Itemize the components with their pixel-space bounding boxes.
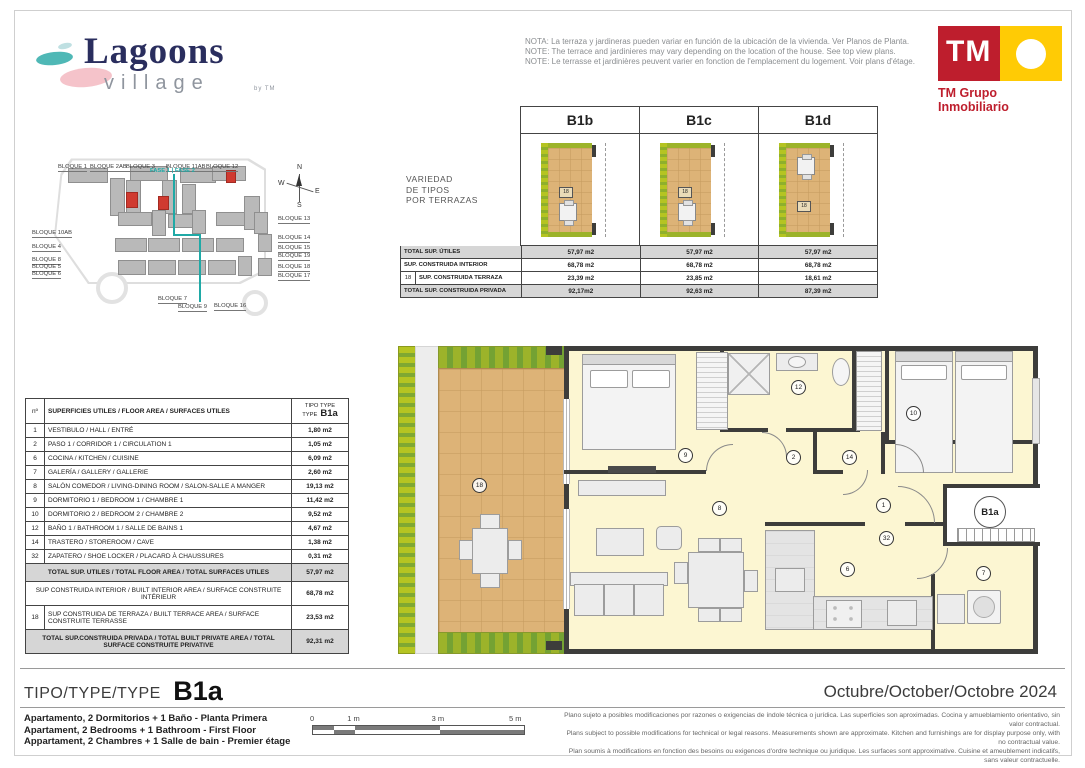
site-building	[118, 260, 146, 275]
kitchen-sink-icon	[775, 568, 805, 592]
mini-green-bottom	[667, 232, 711, 237]
areas-summary-label: SUP CONSTRUIDA DE TERRAZA / BUILT TERRACE AREA / SURFACE CONSTRUITE TERRASSE	[45, 606, 292, 629]
site-label-bloque-8: BLOQUE 8	[32, 257, 61, 263]
areas-summary-row	[26, 582, 348, 606]
areas-row-num: 6	[26, 452, 45, 465]
sideboard-icon	[578, 480, 666, 496]
terrace-chair-icon	[480, 573, 500, 588]
mini-wall	[592, 223, 596, 235]
areas-row-num: 8	[26, 480, 45, 493]
variants-row	[400, 246, 878, 259]
areas-row-value: 2,60 m2	[308, 469, 332, 476]
note-line-2: NOTE: The terrace and jardinieres may vary depending on the location of the house. See top view plans.	[525, 47, 896, 56]
site-label-bloque-2ab: BLOQUE 2AB	[90, 164, 127, 170]
variants-row-value: 68,78 m2	[522, 259, 641, 272]
scale-bar-track	[312, 725, 525, 735]
floor-plan	[398, 344, 1040, 656]
sofa-cushion-icon	[634, 584, 664, 616]
areas-row-value: 6,09 m2	[308, 455, 332, 462]
bed1-pillow-icon	[590, 370, 628, 388]
areas-row	[26, 522, 348, 536]
mini-planter-icon	[660, 143, 667, 237]
room-label-9: 9	[678, 448, 693, 463]
areas-row	[26, 466, 348, 480]
areas-header-num: nº	[26, 399, 45, 423]
room-label-12: 12	[791, 380, 806, 395]
legal-disclaimer	[560, 711, 1060, 765]
site-label-bloque-16: BLOQUE 16	[214, 303, 247, 309]
site-label-bloque-3: BLOQUE 3	[126, 164, 155, 170]
mini-terrace-plan	[660, 143, 738, 237]
site-building	[216, 238, 244, 252]
wall-segment	[813, 470, 843, 474]
terrace-variants-table	[400, 106, 878, 298]
pouf-icon	[656, 526, 682, 550]
walkway-strip	[415, 346, 440, 654]
mini-wall	[711, 223, 715, 235]
areas-row	[26, 536, 348, 550]
wall-pillar	[546, 346, 562, 355]
tm-initials: TM	[946, 35, 992, 68]
areas-row-label: TRASTERO / STOREROOM / CAVE	[45, 536, 292, 549]
site-label-bloque-14: BLOQUE 14	[278, 235, 311, 241]
variants-row-value: 57,97 m2	[641, 246, 760, 259]
mini-green-bottom	[786, 232, 830, 237]
terrace-chair-icon	[459, 540, 473, 560]
type-title	[24, 676, 223, 707]
site-label-bloque-4: BLOQUE 4	[32, 244, 61, 250]
room-label-1: 1	[876, 498, 891, 513]
lagoons-village-logo	[36, 28, 336, 108]
wardrobe-bedroom1-icon	[696, 352, 728, 430]
site-building	[110, 178, 125, 216]
mini-green-top	[786, 143, 830, 148]
variant-plan-b1c	[640, 134, 759, 246]
dining-chair-icon	[744, 570, 758, 592]
room-label-7: 7	[976, 566, 991, 581]
variants-side-label	[400, 134, 520, 246]
scale-tick-3m: 3 m	[431, 714, 445, 723]
variants-side-line-2: DE TIPOS	[406, 184, 450, 195]
logo-title: Lagoons	[84, 31, 225, 72]
areas-row-label: DORMITORIO 1 / BEDROOM 1 / CHAMBRE 1	[45, 494, 292, 507]
bedroom2-window-icon	[1032, 378, 1040, 444]
roundabout-icon	[96, 272, 128, 304]
areas-row-label: GALERÍA / GALLERY / GALLERIE	[45, 466, 292, 479]
wall-segment	[786, 428, 860, 432]
areas-row-label: BAÑO 1 / BATHROOM 1 / SALLE DE BAINS 1	[45, 522, 292, 535]
mini-terrace-number: 18	[797, 201, 811, 212]
terrace-chair-icon	[480, 514, 500, 529]
site-label-bloque-1: BLOQUE 1	[58, 164, 87, 170]
logo-lightteal-ellipse-icon	[58, 42, 73, 51]
site-building	[182, 238, 214, 252]
dining-chair-icon	[698, 538, 720, 552]
site-building	[115, 238, 147, 252]
room-label-6: 6	[840, 562, 855, 577]
areas-row-value: 11,42 m2	[306, 497, 334, 504]
mini-wall	[592, 145, 596, 157]
variants-row-value: 68,78 m2	[759, 259, 878, 272]
tv-console-icon	[608, 466, 656, 473]
areas-row-label: COCINA / KITCHEN / CUISINE	[45, 452, 292, 465]
areas-rows	[26, 424, 348, 654]
compass-e: E	[315, 188, 320, 195]
areas-summary-label: TOTAL SUP.CONSTRUIDA PRIVADA / TOTAL BUILT PRIVATE AREA / TOTAL SURFACE CONSTRUITE PRIVATIVE	[26, 630, 292, 653]
type-code-badge: B1a	[320, 408, 338, 419]
room-label-2: 2	[786, 450, 801, 465]
variant-column-b1b: B1b	[520, 106, 640, 134]
mini-green-top	[667, 143, 711, 148]
terrace-chair-icon	[508, 540, 522, 560]
wall-segment	[885, 351, 889, 444]
logo-subtitle: village	[104, 72, 210, 94]
mini-dashed-boundary	[724, 143, 726, 237]
coffee-table-icon	[596, 528, 644, 556]
footer-top-rule	[20, 668, 1065, 669]
room-label-18: 18	[472, 478, 487, 493]
toilet-icon	[832, 358, 850, 386]
apartment-description	[24, 713, 290, 748]
wall-segment	[813, 432, 817, 474]
variant-plan-b1b	[520, 134, 640, 246]
variants-row-label	[400, 246, 522, 259]
areas-row-num: 9	[26, 494, 45, 507]
dining-chair-icon	[720, 608, 742, 622]
scale-tick-5m: 5 m	[509, 714, 522, 723]
variants-row-value: 23,39 m2	[522, 272, 641, 285]
areas-row-num: 32	[26, 550, 45, 563]
areas-row-num: 14	[26, 536, 45, 549]
note-line-1: NOTA: La terraza y jardineras pueden variar en función de la ubicación de la vivienda. Ver Planos de Planta.	[525, 37, 910, 46]
tm-brand-name: TM Grupo Inmobiliario	[938, 86, 1009, 114]
washing-machine-icon	[967, 590, 1001, 624]
variants-row-label	[400, 285, 522, 298]
site-label-bloque-11ab: BLOQUE 11AB	[166, 164, 206, 170]
room-label-14: 14	[842, 450, 857, 465]
variants-row-value: 57,97 m2	[759, 246, 878, 259]
scale-tick-0: 0	[310, 714, 315, 723]
bath-basin-icon	[788, 356, 806, 368]
date-label: Octubre/October/Octobre 2024	[823, 682, 1057, 701]
areas-summary-label: SUP CONSTRUIDA INTERIOR / BUILT INTERIOR AREA / SURFACE CONSTRUITE INTÉRIEUR	[26, 582, 292, 605]
mini-green-top	[548, 143, 592, 148]
site-building	[192, 210, 206, 234]
areas-summary-value: 92,31 m2	[306, 638, 334, 645]
bed2b-pillow-icon	[961, 365, 1007, 380]
variants-row-text: TOTAL SUP. ÚTILES	[404, 249, 461, 255]
variants-row	[400, 272, 878, 285]
site-label-bloque-6: BLOQUE 6	[32, 271, 61, 277]
areas-row	[26, 480, 348, 494]
entrance-steps-icon	[957, 528, 1035, 542]
areas-table	[25, 398, 349, 654]
wall-segment	[765, 522, 865, 526]
room-label-32: 32	[879, 531, 894, 546]
site-label-bloque-18: BLOQUE 18	[278, 264, 311, 270]
scale-segment	[313, 730, 334, 734]
areas-summary-value: 68,78 m2	[306, 590, 334, 597]
dining-chair-icon	[698, 608, 720, 622]
description-line-3: Appartament, 2 Chambres + 1 Salle de bain - Premier étage	[24, 736, 291, 747]
mini-planter-icon	[541, 143, 548, 237]
tipo-line1: TIPO TYPE	[304, 403, 336, 409]
phase-line-segment	[173, 174, 175, 236]
variants-row-value: 87,39 m2	[759, 285, 878, 298]
areas-row	[26, 452, 348, 466]
tipo-label: TIPO/TYPE/TYPE	[24, 685, 161, 702]
areas-row	[26, 508, 348, 522]
site-label-bloque-19: BLOQUE 19	[278, 253, 311, 259]
site-building	[178, 260, 206, 275]
variants-row-value: 18,61 m2	[759, 272, 878, 285]
variants-row-label	[400, 259, 522, 272]
areas-row-num: 1	[26, 424, 45, 437]
variants-row-value: 92,17m2	[522, 285, 641, 298]
shower-icon	[728, 353, 770, 395]
variants-row-text: SUP. CONSTRUIDA TERRAZA	[419, 275, 503, 281]
dining-table-icon	[688, 552, 744, 608]
site-label-bloque-5: BLOQUE 5	[32, 264, 61, 270]
variants-side-line-1: VARIEDAD	[406, 174, 453, 185]
areas-summary-value: 23,53 m2	[306, 614, 334, 621]
areas-summary-value: 57,97 m2	[306, 569, 334, 576]
mini-terrace-plan	[541, 143, 619, 237]
areas-row-value: 1,05 m2	[308, 441, 332, 448]
areas-summary-num: 18	[26, 606, 45, 629]
compass-needle	[296, 175, 302, 186]
site-building	[148, 260, 176, 275]
phase-label: FASE 1 | FASE 2	[150, 168, 195, 174]
tipo-code: B1a	[173, 676, 223, 706]
site-plan	[30, 140, 360, 335]
disclaimer-line-3: Plan soumis à modifications en fonction des besoins ou exigences d'ordre technique ou juridique. Les surfaces sont approximative. Cuisine et ameublement indicatifs, sans valeur contractuelle.	[568, 748, 1060, 764]
mini-terrace-number: 18	[559, 187, 573, 198]
areas-summary-row	[26, 606, 348, 630]
variants-side-line-3: POR TERRAZAS	[406, 195, 478, 206]
variants-data-rows	[400, 246, 878, 298]
areas-row-num: 10	[26, 508, 45, 521]
variant-plan-b1d	[759, 134, 878, 246]
logo-byline: by TM	[254, 86, 276, 92]
compass-s: S	[297, 202, 302, 209]
variants-row	[400, 285, 878, 298]
phase-line-segment	[199, 234, 201, 302]
areas-row-label: PASO 1 / CORRIDOR 1 / CIRCULATION 1	[45, 438, 292, 451]
areas-row-value: 4,67 m2	[308, 525, 332, 532]
variants-row-value: 92,63 m2	[641, 285, 760, 298]
areas-header-label: SUPERFICIES UTILES / FLOOR AREA / SURFACES UTILES	[45, 399, 292, 423]
scale-segment	[334, 730, 355, 734]
areas-row-value: 9,52 m2	[308, 511, 332, 518]
wall-segment	[887, 440, 895, 444]
site-building-highlighted	[226, 170, 236, 183]
variants-row-num: 18	[401, 272, 416, 284]
areas-summary-row	[26, 630, 348, 654]
tm-circle-icon	[1016, 39, 1046, 69]
variants-row-text: TOTAL SUP. CONSTRUIDA PRIVADA	[404, 288, 507, 294]
logo-teal-ellipse-icon	[35, 50, 73, 67]
variants-row-value: 57,97 m2	[522, 246, 641, 259]
terrace-notes	[525, 37, 917, 67]
variant-column-b1d: B1d	[759, 106, 878, 134]
variants-row-value: 68,78 m2	[641, 259, 760, 272]
scale-segment	[440, 730, 524, 734]
variants-row	[400, 259, 878, 272]
areas-row-value: 19,13 m2	[306, 483, 334, 490]
areas-row-label: VESTIBULO / HALL / ENTRÉ	[45, 424, 292, 437]
site-building	[118, 212, 152, 226]
bed2a-pillow-icon	[901, 365, 947, 380]
scale-bar	[312, 714, 523, 736]
areas-row-num: 2	[26, 438, 45, 451]
kitchen-basin-icon	[887, 600, 917, 626]
mini-dashed-boundary	[843, 143, 845, 237]
mini-green-bottom	[548, 232, 592, 237]
areas-summary-label: TOTAL SUP. UTILES / TOTAL FLOOR AREA / TOTAL SURFACES UTILES	[26, 564, 292, 581]
description-line-1: Apartamento, 2 Dormitorios + 1 Baño - Planta Primera	[24, 713, 268, 724]
disclaimer-line-1: Plano sujeto a posibles modificaciones por razones o exigencias de índole técnica o jurídica. Las superficies son aproximadas. Cocina y amueblamiento orientativo, sin valor contractual.	[564, 712, 1060, 728]
areas-row	[26, 424, 348, 438]
mini-table-icon	[559, 203, 577, 221]
mini-dashed-boundary	[605, 143, 607, 237]
description-line-2: Apartament, 2 Bedrooms + 1 Bathroom - First Floor	[24, 724, 256, 736]
room-label-10: 10	[906, 406, 921, 421]
areas-row	[26, 438, 348, 452]
site-building	[258, 258, 272, 276]
variants-plans-row	[400, 134, 878, 246]
scale-segment	[355, 730, 439, 734]
areas-header-row	[26, 399, 348, 424]
mini-wall	[830, 223, 834, 235]
site-label-bloque-7: BLOQUE 7	[158, 296, 187, 302]
terrace-table-icon	[472, 528, 508, 574]
footer-mid-rule	[20, 707, 1065, 708]
mini-terrace-plan	[779, 143, 857, 237]
unit-type-label: B1a	[974, 496, 1006, 528]
site-building	[208, 260, 236, 275]
site-label-bloque-10ab: BLOQUE 10AB	[32, 230, 72, 236]
mini-wall	[830, 145, 834, 157]
tm-yellow-square-icon	[1000, 26, 1062, 81]
compass-icon	[278, 166, 322, 210]
areas-row-label: SALÓN COMEDOR / LIVING-DINING ROOM / SALON-SALLE A MANGER	[45, 480, 292, 493]
site-label-bloque-15: BLOQUE 15	[278, 245, 311, 251]
tipo-line2: TYPE B1a	[302, 408, 338, 419]
areas-row	[26, 494, 348, 508]
site-building	[254, 212, 268, 234]
dining-chair-icon	[674, 562, 688, 584]
variants-header-row	[520, 106, 878, 134]
site-building	[152, 210, 166, 236]
dining-chair-icon	[720, 538, 742, 552]
mini-planter-icon	[779, 143, 786, 237]
scale-tick-1m: 1 m	[347, 714, 360, 723]
variants-row-label	[400, 272, 522, 285]
sofa-cushion-icon	[604, 584, 634, 616]
room-label-8: 8	[712, 501, 727, 516]
mini-table-icon	[678, 203, 696, 221]
site-building-highlighted	[158, 196, 169, 210]
site-building	[258, 234, 272, 252]
areas-row-value: 0,31 m2	[308, 553, 332, 560]
gallery-unit-icon	[937, 594, 965, 624]
mini-table-icon	[797, 157, 815, 175]
areas-row-label: ZAPATERO / SHOE LOCKER / PLACARD À CHAUSSURES	[45, 550, 292, 563]
site-label-bloque-9: BLOQUE 9	[178, 304, 207, 310]
site-building-highlighted	[126, 192, 138, 208]
site-building	[238, 256, 252, 276]
compass-w: W	[278, 180, 285, 187]
mini-wall	[711, 145, 715, 157]
site-label-bloque-17: BLOQUE 17	[278, 273, 311, 279]
note-line-3: NOTE: Le terrasse et jardinières peuvent varier en fonction de l'emplacement du logement. Voir plans d'étage.	[525, 57, 915, 66]
mini-terrace-number: 18	[678, 187, 692, 198]
areas-row-num: 7	[26, 466, 45, 479]
variants-row-value: 23,85 m2	[641, 272, 760, 285]
site-label-bloque-12: BLOQUE 12	[206, 164, 239, 170]
tm-red-square-icon	[938, 26, 1000, 81]
areas-row-label: DORMITORIO 2 / BEDROOM 2 / CHAMBRE 2	[45, 508, 292, 521]
cooktop-icon	[826, 600, 862, 628]
sofa-cushion-icon	[574, 584, 604, 616]
disclaimer-line-2: Plans subject to possible modifications for technical or legal reasons. Measurements shown are approximate. Kitchen and furnishings are for display purpose only, with no contractual value.	[566, 730, 1060, 746]
compass-n: N	[297, 164, 303, 171]
site-label-bloque-13: BLOQUE 13	[278, 216, 311, 222]
areas-header-type	[292, 399, 348, 423]
areas-row-value: 1,80 m2	[308, 427, 332, 434]
phase-line-segment	[173, 234, 201, 236]
areas-summary-row	[26, 564, 348, 582]
bed1-pillow-icon	[632, 370, 670, 388]
terrace-paving	[438, 368, 566, 634]
hall-closet-icon	[856, 351, 882, 431]
variants-row-text: SUP. CONSTRUIDA INTERIOR	[404, 262, 488, 268]
variant-column-b1c: B1c	[640, 106, 759, 134]
terrace-glass-door	[563, 509, 570, 609]
wall-pillar	[546, 641, 562, 650]
areas-row-value: 1,38 m2	[308, 539, 332, 546]
site-building	[148, 238, 180, 252]
areas-row-num: 12	[26, 522, 45, 535]
areas-row	[26, 550, 348, 564]
